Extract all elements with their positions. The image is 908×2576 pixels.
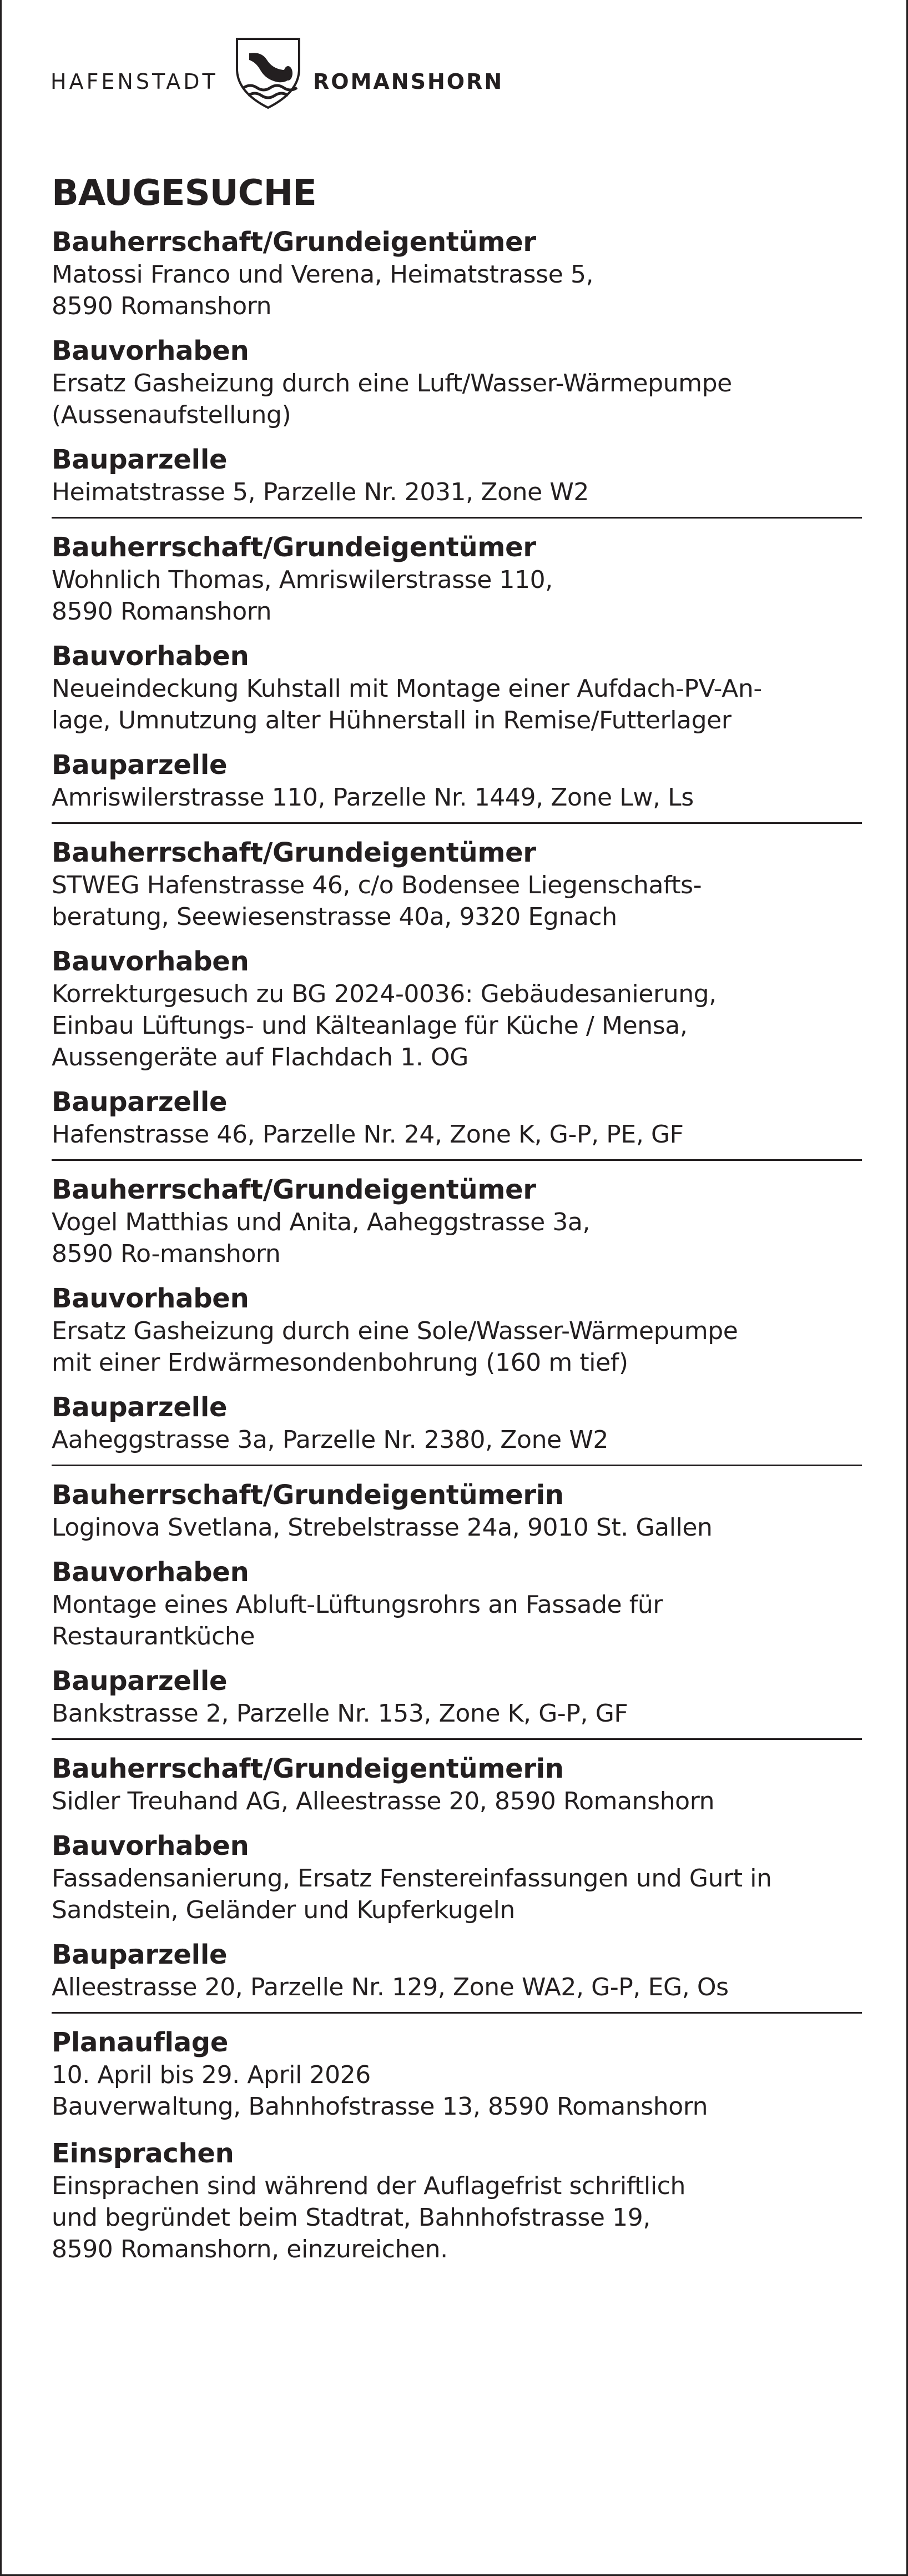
application-entry (52, 836, 862, 1161)
owner-label: Bauherrschaft/Grundeigentümer (52, 1174, 536, 1205)
application-entry (52, 531, 862, 824)
project-label: Bauvorhaben (52, 335, 249, 366)
parcel-section (52, 1664, 862, 1729)
owner-text: Loginova Svetlana, Strebelstrasse 24a, 9010 St. Gallen (52, 1513, 713, 1542)
objection-label: Einsprachen (52, 2138, 234, 2169)
project-text: Ersatz Gasheizung durch eine Luft/Wasser-Wärmepumpe (Aussenaufstellung) (52, 369, 732, 429)
owner-label: Bauherrschaft/Grundeigentümerin (52, 1480, 564, 1511)
project-label: Bauvorhaben (52, 946, 249, 977)
owner-text: STWEG Hafenstrasse 46, c/o Bodensee Liegenschafts- beratung, Seewiesenstrasse 40a, 9320 Egnach (52, 871, 702, 931)
application-entry (52, 225, 862, 519)
project-label: Bauvorhaben (52, 1283, 249, 1314)
owner-text: Matossi Franco und Verena, Heimatstrasse 5, 8590 Romanshorn (52, 260, 594, 320)
objection-section (52, 2137, 862, 2265)
parcel-label: Bauparzelle (52, 1939, 228, 1970)
parcel-section (52, 748, 862, 813)
owner-label: Bauherrschaft/Grundeigentümer (52, 532, 536, 563)
display-text: 10. April bis 29. April 2026 Bauverwaltung, Bahnhofstrasse 13, 8590 Romanshorn (52, 2061, 708, 2121)
notice-content (52, 167, 862, 2280)
town-logo (51, 37, 517, 114)
project-text: Korrekturgesuch zu BG 2024-0036: Gebäudesanierung, Einbau Lüftungs- und Kälteanlage für Küche / Mensa, Aussengeräte auf Flachdach 1. OG (52, 980, 717, 1071)
parcel-label: Bauparzelle (52, 1086, 228, 1118)
owner-section (52, 531, 862, 627)
parcel-label: Bauparzelle (52, 1392, 228, 1423)
owner-text: Vogel Matthias und Anita, Aaheggstrasse 3a, 8590 Ro-manshorn (52, 1208, 591, 1268)
application-entry (52, 1752, 862, 2014)
owner-text: Sidler Treuhand AG, Alleestrasse 20, 8590 Romanshorn (52, 1787, 715, 1815)
owner-label: Bauherrschaft/Grundeigentümerin (52, 1753, 564, 1784)
project-section (52, 334, 862, 431)
parcel-text: Amriswilerstrasse 110, Parzelle Nr. 1449, Zone Lw, Ls (52, 783, 694, 812)
project-label: Bauvorhaben (52, 1557, 249, 1588)
parcel-text: Aaheggstrasse 3a, Parzelle Nr. 2380, Zone W2 (52, 1426, 609, 1454)
owner-text: Wohnlich Thomas, Amriswilerstrasse 110, 8590 Romanshorn (52, 566, 553, 626)
project-section (52, 1556, 862, 1652)
project-section (52, 640, 862, 736)
application-entry (52, 1478, 862, 1740)
closing-section (52, 2026, 862, 2265)
parcel-text: Hafenstrasse 46, Parzelle Nr. 24, Zone K, G-P, PE, GF (52, 1120, 684, 1149)
owner-section (52, 1173, 862, 1270)
display-label: Planauflage (52, 2027, 229, 2058)
project-text: Ersatz Gasheizung durch eine Sole/Wasser-Wärmepumpe mit einer Erdwärmesondenbohrung (160 m tief) (52, 1317, 738, 1377)
parcel-text: Bankstrasse 2, Parzelle Nr. 153, Zone K, G-P, GF (52, 1699, 628, 1728)
parcel-label: Bauparzelle (52, 749, 228, 781)
owner-section (52, 225, 862, 322)
parcel-text: Alleestrasse 20, Parzelle Nr. 129, Zone WA2, G-P, EG, Os (52, 1973, 729, 2001)
owner-section (52, 1478, 862, 1543)
display-section (52, 2026, 862, 2122)
project-section (52, 1829, 862, 1926)
owner-label: Bauherrschaft/Grundeigentümer (52, 227, 536, 258)
project-text: Montage eines Abluft-Lüftungsrohrs an Fassade für Restaurantküche (52, 1591, 663, 1651)
owner-section (52, 836, 862, 933)
application-entry (52, 1173, 862, 1466)
logo-text-romanshorn: ROMANSHORN (313, 69, 504, 94)
project-label: Bauvorhaben (52, 1830, 249, 1861)
parcel-section (52, 1938, 862, 2003)
parcel-section (52, 1085, 862, 1150)
parcel-text: Heimatstrasse 5, Parzelle Nr. 2031, Zone W2 (52, 478, 589, 506)
logo-text-hafenstadt: HAFENSTADT (51, 69, 218, 94)
romanshorn-crest-icon (233, 37, 304, 110)
project-section (52, 945, 862, 1073)
parcel-section (52, 1391, 862, 1456)
page-title: BAUGESUCHE (52, 173, 316, 214)
project-label: Bauvorhaben (52, 641, 249, 672)
parcel-label: Bauparzelle (52, 1666, 228, 1697)
project-text: Neueindeckung Kuhstall mit Montage einer Aufdach-PV-An- lage, Umnutzung alter Hühnerstall in Remise/Futterlager (52, 675, 762, 734)
parcel-label: Bauparzelle (52, 444, 228, 475)
project-section (52, 1282, 862, 1378)
objection-text: Einsprachen sind während der Auflagefrist schriftlich und begründet beim Stadtrat, Bahnhofstrasse 19, 8590 Romanshorn, einzureichen. (52, 2172, 685, 2263)
owner-label: Bauherrschaft/Grundeigentümer (52, 837, 536, 868)
parcel-section (52, 443, 862, 508)
project-text: Fassadensanierung, Ersatz Fenstereinfassungen und Gurt in Sandstein, Geländer und Kupferkugeln (52, 1864, 772, 1924)
owner-section (52, 1752, 862, 1817)
